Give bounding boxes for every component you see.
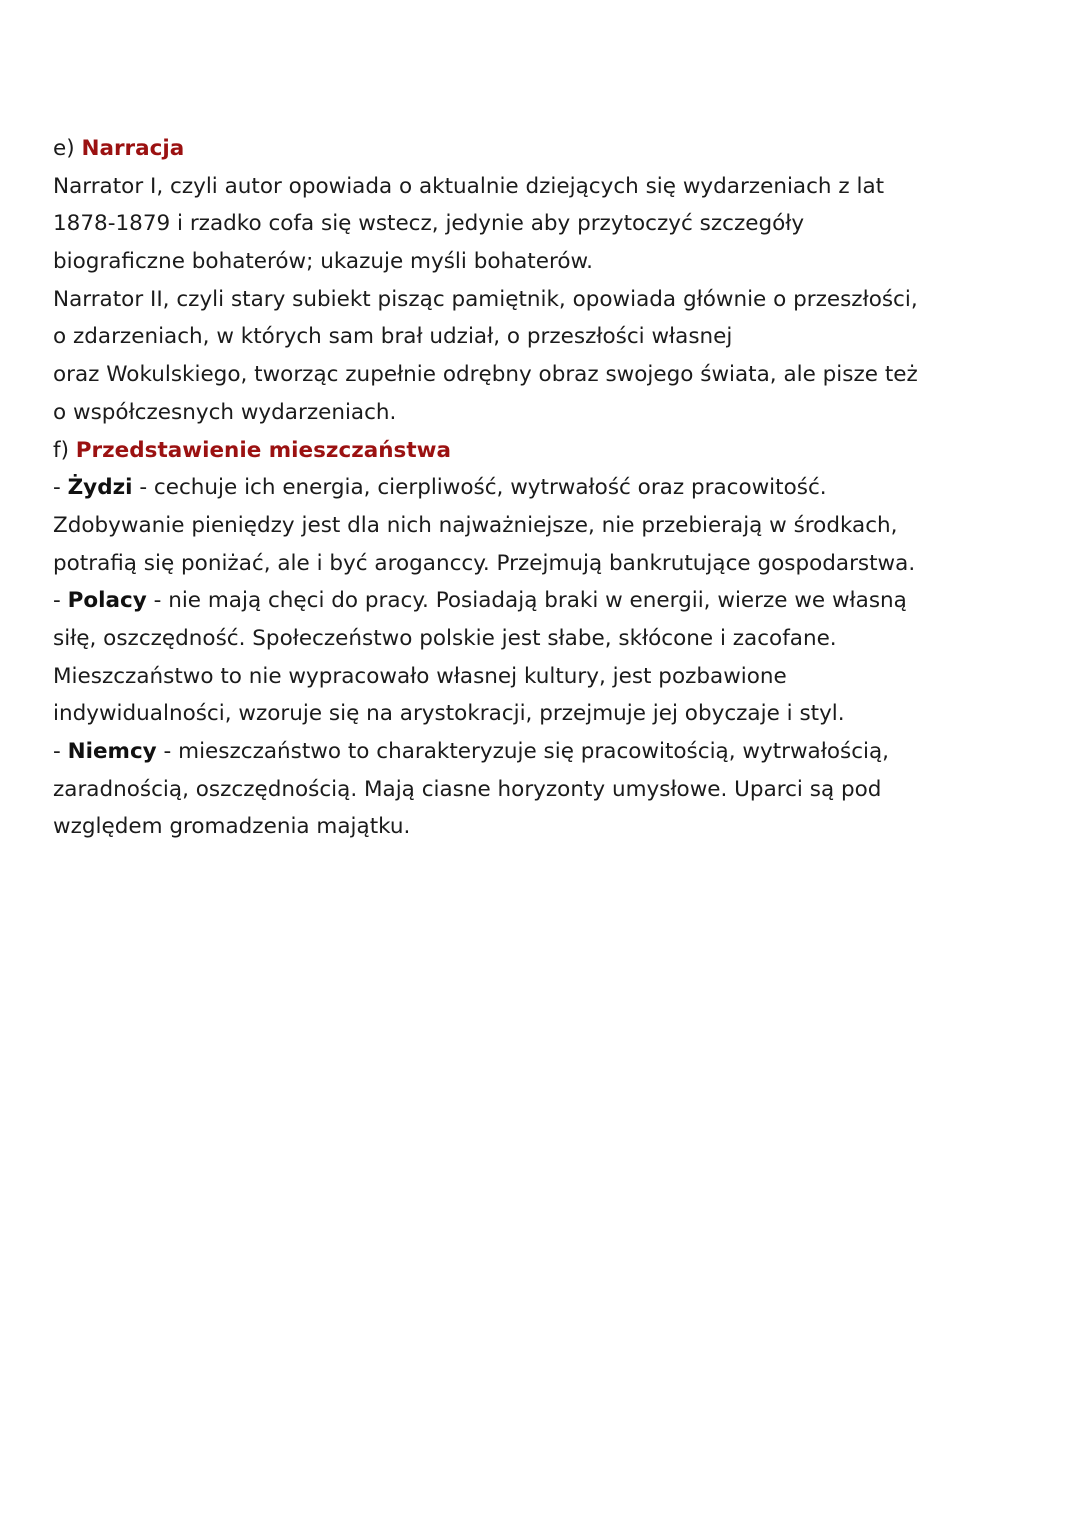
section-heading-prefix: f) [53,437,76,463]
paragraph-line: o współczesnych wydarzeniach. [53,399,397,425]
group-description: - cechuje ich energia, cierpliwość, wytrwałość oraz pracowitość. [132,475,827,501]
bullet-dash: - [53,739,68,764]
paragraph-line: 1878-1879 i rzadko cofa się wstecz, jedynie aby przytoczyć szczegóły [53,211,805,237]
document-page [53,130,1013,846]
section-heading-mieszczanstwo [53,432,1013,470]
section-heading-prefix: e) [53,136,82,161]
group-name-polacy: Polacy [67,588,147,614]
paragraph-line: względem gromadzenia majątku. [53,814,411,840]
paragraph-line: siłę, oszczędność. Społeczeństwo polskie jest słabe, skłócone i zacofane. [53,625,837,651]
paragraph-line: Mieszczaństwo to nie wypracowało własnej kultury, jest pozbawione [53,663,787,689]
group-zydzi-intro [53,469,1013,507]
group-niemcy-intro [53,733,1013,771]
group-polacy-intro [53,582,1013,620]
section-title-mieszczanstwo: Przedstawienie mieszczaństwa [75,437,451,463]
paragraph-line: biograficzne bohaterów; ukazuje myśli bohaterów. [53,249,593,275]
group-name-niemcy: Niemcy [67,739,157,764]
group-description: - mieszczaństwo to charakteryzuje się pracowitością, wytrwałością, [156,739,890,764]
group-description: - nie mają chęci do pracy. Posiadają braki w energii, wierze we własną [146,588,907,614]
group-name-zydzi: Żydzi [67,475,133,501]
section-heading-narracja [53,130,1013,168]
section-title-narracja: Narracja [81,136,185,161]
paragraph-line: Narrator I, czyli autor opowiada o aktualnie dziejących się wydarzeniach z lat [53,173,885,199]
paragraph-line: oraz Wokulskiego, tworząc zupełnie odrębny obraz swojego świata, ale pisze też [53,362,918,388]
paragraph-line: Narrator II, czyli stary subiekt pisząc pamiętnik, opowiada głównie o przeszłości, [53,286,918,312]
paragraph-line: o zdarzeniach, w których sam brał udział, o przeszłości własnej [53,324,733,350]
paragraph-line: zaradnością, oszczędnością. Mają ciasne horyzonty umysłowe. Uparci są pod [53,776,882,802]
paragraph-line: Zdobywanie pieniędzy jest dla nich najważniejsze, nie przebierają w środkach, [53,512,898,538]
bullet-dash: - [53,475,68,501]
paragraph-line: indywidualności, wzoruje się na arystokracji, przejmuje jej obyczaje i styl. [53,701,845,727]
bullet-dash: - [53,588,68,614]
paragraph-line: potrafią się poniżać, ale i być aroganccy. Przejmują bankrutujące gospodarstwa. [53,550,916,576]
